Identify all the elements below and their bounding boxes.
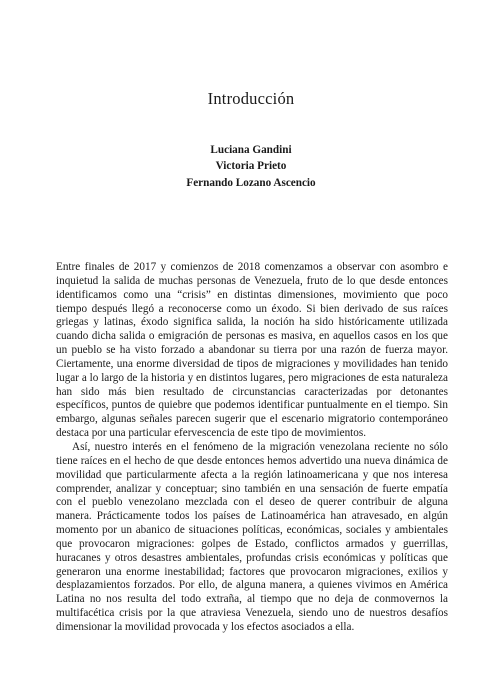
paragraph: Así, nuestro interés en el fenómeno de la migración venezolana reciente no sólo tiene raíces en el hecho de que desde entonces hemos advertido una nueva dinámica de movilidad que particularmente afecta a la región latinoamericana y que nos interesa comprender, analizar y conceptuar; sino también en una sensación de fuerte empatía con el pueblo venezolano mezclada con el deseo de querer contribuir de alguna manera. Prácticamente todos los países de Latinoamérica han atravesado, en algún momento por un abanico de situaciones políticas, económicas, sociales y ambientales que provocaron migraciones: golpes de Estado, conflictos armados y guerrillas, huracanes y otros desastres ambientales, profundas crisis económicas y políticas que generaron una enorme inestabilidad; factores que provocaron migraciones, exilios y desplazamientos forzados. Por ello, de alguna manera, a quienes vivimos en América Latina no nos resulta del todo extraña, al tiempo que no deja de conmovernos la multifacética crisis por la que atraviesa Venezuela, siendo uno de nuestros desafíos dimensionar la movilidad provocada y los efectos asociados a ella. (56, 440, 448, 633)
author-name: Fernando Lozano Ascencio (186, 176, 316, 189)
body-text (56, 261, 448, 635)
author-name: Luciana Gandini (210, 144, 292, 156)
paragraph: Entre finales de 2017 y comienzos de 2018 comenzamos a observar con asombro e inquietud la salida de muchas personas de Venezuela, fruto de lo que desde entonces identificamos como una “crisis” en distintas dimensiones, movimiento que poco tiempo después llegó a reconocerse como un éxodo. Si bien derivado de sus raíces griegas y latinas, éxodo significa salida, la noción ha sido históricamente utilizada cuando dicha salida o emigración de personas es masiva, en aquellos casos en los que un pueblo se ha visto forzado a abandonar su tierra por una razón de fuerza mayor. Ciertamente, una enorme diversidad de tipos de migraciones y movilidades han tenido lugar a lo largo de la historia y en distintos lugares, pero migraciones de esta naturaleza han sido más bien resultado de circunstancias caracterizadas por detonantes específicos, puntos de quiebre que podemos identificar puntualmente en el tiempo. Sin embargo, algunas señales parecen sugerir que el escenario migratorio contemporáneo destaca por una particular efervescencia de este tipo de movimientos. (56, 261, 448, 440)
chapter-title: Introducción (207, 89, 295, 108)
author-name: Victoria Prieto (215, 160, 287, 173)
author-list (0, 142, 502, 191)
